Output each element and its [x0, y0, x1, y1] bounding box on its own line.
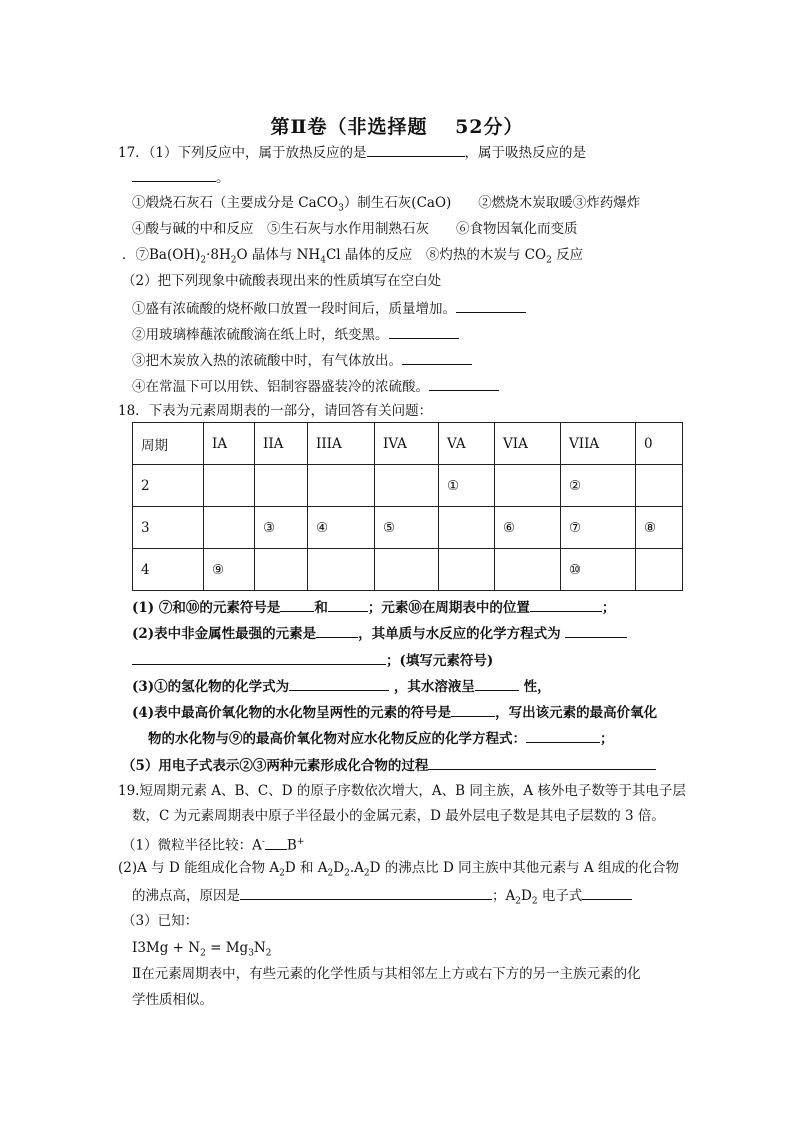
- q19-sub-1: （1）微粒半径比较：A- B+: [122, 832, 304, 856]
- table-cell: [308, 549, 375, 591]
- q19-2-blank-a[interactable]: [240, 885, 492, 900]
- table-header-cell: IA: [204, 423, 255, 465]
- q18-sub-3: (3)①的氢化物的化学式为 ，其水溶液呈 性，: [132, 676, 551, 697]
- table-cell: [255, 465, 308, 507]
- q18-sub-2-cont: ；(填写元素符号): [132, 650, 493, 671]
- q17-part2-intro: （2）把下列现象中硫酸表现出来的性质填写在空白处: [122, 273, 442, 289]
- q18-3-blank-a[interactable]: [289, 676, 389, 691]
- q17-intro: 17．（1）下列反应中，属于放热反应的是 ，属于吸热反应的是: [118, 142, 586, 163]
- table-cell: [495, 465, 561, 507]
- table-cell: [439, 507, 495, 549]
- q17-2-1-blank[interactable]: [456, 298, 526, 313]
- table-cell: ⑨: [204, 549, 255, 591]
- table-cell: [636, 465, 683, 507]
- q17-part2-item-2: ②用玻璃棒蘸浓硫酸滴在纸上时，纸变黑。: [132, 324, 459, 345]
- q17-endo-blank[interactable]: [132, 167, 216, 182]
- table-cell: [255, 549, 308, 591]
- table-cell: ⑧: [636, 507, 683, 549]
- q17-options-2: ④酸与碱的中和反应 ⑤生石灰与水作用制熟石灰 ⑥食物因氧化而变质: [132, 221, 578, 237]
- table-header-row: [133, 423, 683, 465]
- table-cell: 2: [133, 465, 204, 507]
- q18-2-blank-b[interactable]: [565, 623, 627, 638]
- q18-4-blank-a[interactable]: [451, 702, 495, 717]
- table-header-cell: VIA: [495, 423, 561, 465]
- q19-sub-3-eq: Ⅰ3Mg + $N_2 = Mg_3N_2$: [132, 940, 272, 959]
- table-cell: ⑦: [561, 507, 636, 549]
- q19-intro-2: 数，C 为元素周期表中原子半径最小的金属元素，D 最外层电子数是其电子层数的 3 倍。: [132, 808, 665, 824]
- q18-3-blank-b[interactable]: [475, 676, 519, 691]
- table-cell: [375, 549, 439, 591]
- q19-1-blank[interactable]: [265, 835, 287, 850]
- q19-sub-3-intro: （3）已知：: [122, 913, 199, 929]
- table-cell: ④: [308, 507, 375, 549]
- q17-intro-cont: 。: [132, 167, 230, 188]
- table-row: [133, 465, 683, 507]
- table-header-cell: 0: [636, 423, 683, 465]
- table-cell: [375, 465, 439, 507]
- q18-5-blank[interactable]: [428, 755, 656, 770]
- q17-part2-item-4: ④在常温下可以用铁、铝制容器盛装冷的浓硫酸。: [132, 376, 499, 397]
- q19-sub-2-cont: 的沸点高，原因是 ；$A_2D_2$ 电子式: [132, 885, 632, 912]
- table-row: [133, 549, 683, 591]
- table-cell: ①: [439, 465, 495, 507]
- q17-options-3: ．$⑦Ba(OH)_2\cdot 8H_2O$ 晶体与 $NH_4Cl$ 晶体的反应 ⑧灼热的木炭与 $CO_2$ 反应: [122, 247, 584, 266]
- q19-2-blank-b[interactable]: [582, 885, 632, 900]
- q18-2-blank-c[interactable]: [132, 650, 386, 665]
- q18-sub-4-cont: 物的水化物与⑨的最高价氧化物对应水化物反应的化学方程式： ；: [148, 728, 614, 749]
- table-header-cell: IIA: [255, 423, 308, 465]
- q17-2-3-blank[interactable]: [402, 350, 472, 365]
- table-cell: ②: [561, 465, 636, 507]
- table-cell: [439, 549, 495, 591]
- q17-2-2-blank[interactable]: [389, 324, 459, 339]
- table-cell: ③: [255, 507, 308, 549]
- table-header-cell: IVA: [375, 423, 439, 465]
- table-cell: ⑥: [495, 507, 561, 549]
- table-cell: [204, 465, 255, 507]
- table-header-cell: VA: [439, 423, 495, 465]
- table-header-cell: IIIA: [308, 423, 375, 465]
- section-title: 第Ⅱ卷（非选择题 52分）: [270, 116, 524, 138]
- q18-1-blank-c[interactable]: [530, 597, 602, 612]
- q18-1-blank-b[interactable]: [328, 597, 368, 612]
- q17-2-4-blank[interactable]: [429, 376, 499, 391]
- q18-2-blank-a[interactable]: [316, 623, 358, 638]
- table-cell: 4: [133, 549, 204, 591]
- q17-part2-item-3: ③把木炭放入热的浓硫酸中时，有气体放出。: [132, 350, 472, 371]
- q19-sub-3-note-1: Ⅱ在元素周期表中，有些元素的化学性质与其相邻左上方或右下方的另一主族元素的化: [132, 966, 641, 982]
- q17-exo-blank[interactable]: [367, 142, 465, 157]
- q17-options-1: ①煅烧石灰石（主要成分是 CaCO$_3$）制生石灰(CaO) ②燃烧木炭取暖③炸药爆炸: [132, 195, 641, 214]
- table-cell: [308, 465, 375, 507]
- table-cell: [495, 549, 561, 591]
- q19-intro-1: 19.短周期元素 A、B、C、D 的原子序数依次增大，A、B 同主族，A 核外电子数等于其电子层: [118, 783, 686, 799]
- table-cell: 3: [133, 507, 204, 549]
- table-header-cell: VIIA: [561, 423, 636, 465]
- table-cell: ⑤: [375, 507, 439, 549]
- table-cell: [636, 549, 683, 591]
- q18-sub-1: (1) ⑦和⑩的元素符号是 和 ；元素⑩在周期表中的位置 ；: [132, 597, 615, 618]
- q17-part2-item-1: ①盛有浓硫酸的烧杯敞口放置一段时间后，质量增加。: [132, 298, 526, 319]
- periodic-table-fragment: [132, 422, 683, 591]
- q18-sub-5: （5）用电子式表示②③两种元素形成化合物的过程: [122, 755, 656, 776]
- q19-sub-3-note-2: 学性质相似。: [132, 992, 213, 1008]
- table-cell: [204, 507, 255, 549]
- table-cell: ⑩: [561, 549, 636, 591]
- q18-1-blank-a[interactable]: [280, 597, 314, 612]
- table-row: [133, 507, 683, 549]
- q18-4-blank-b[interactable]: [526, 728, 600, 743]
- q18-intro: 18．下表为元素周期表的一部分，请回答有关问题：: [118, 403, 433, 419]
- q19-sub-2: (2)A 与 D 能组成化合物 $A_2D$ 和 $A_2D_2.A_2D$ 的沸点比 D 同主族中其他元素与 A 组成的化合物: [118, 860, 679, 879]
- table-header-cell: 周期: [133, 423, 204, 465]
- q18-sub-4: (4)表中最高价氧化物的水化物呈两性的元素的符号是 ，写出该元素的最高价氧化: [132, 702, 657, 723]
- q18-sub-2: (2)表中非金属性最强的元素是 ，其单质与水反应的化学方程式为: [132, 623, 627, 644]
